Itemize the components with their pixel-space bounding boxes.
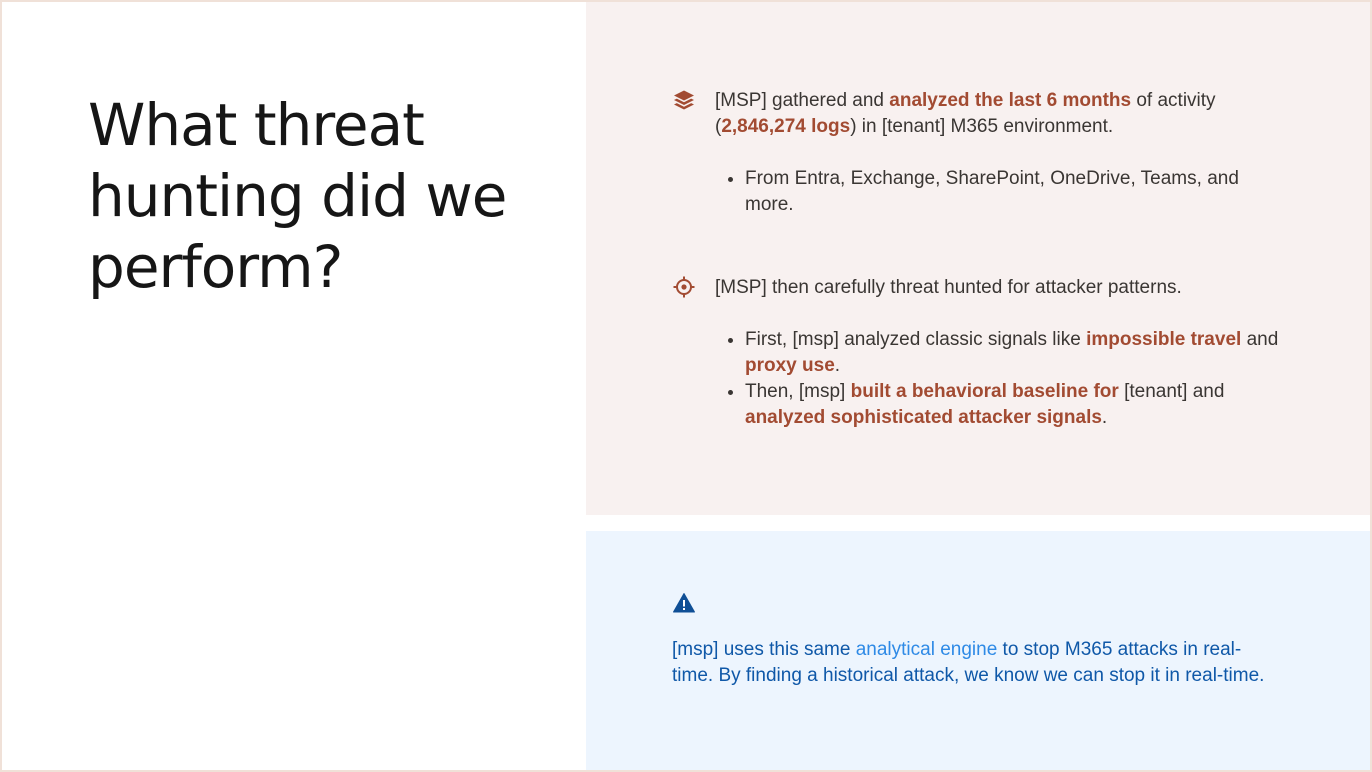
target-icon xyxy=(672,275,696,299)
list-item: • From Entra, Exchange, SharePoint, OneDrive, Teams, and more. xyxy=(745,166,1285,218)
highlight-impossible-travel: impossible travel xyxy=(1086,329,1242,350)
highlight-behavioral-baseline: built a behavioral baseline for xyxy=(850,381,1119,402)
signals-list xyxy=(715,327,1285,431)
threat-hunt-section xyxy=(672,275,1279,431)
data-gathering-text: [MSP] gathered and analyzed the last 6 months of activity (2,846,274 logs) in [tenant] M365 environment. xyxy=(715,90,1216,137)
layers-icon xyxy=(672,88,696,112)
callout-text: [msp] uses this same analytical engine to stop M365 attacks in real-time. By finding a historical attack, we know we can stop it in real-time. xyxy=(672,639,1265,686)
highlight-attacker-signals: analyzed sophisticated attacker signals xyxy=(745,407,1102,428)
callout-panel xyxy=(586,531,1372,772)
highlight-six-months: analyzed the last 6 months xyxy=(889,90,1132,111)
list-item: • First, [msp] analyzed classic signals like impossible travel and proxy use. xyxy=(745,327,1285,379)
highlight-log-count: 2,846,274 logs xyxy=(721,116,851,137)
data-gathering-section xyxy=(672,88,1272,218)
slide-title: What threat hunting did we perform? xyxy=(88,91,507,301)
threat-hunting-panel xyxy=(586,2,1372,515)
threat-hunt-text: [MSP] then carefully threat hunted for attacker patterns. xyxy=(715,277,1182,298)
list-item: • Then, [msp] built a behavioral baseline for [tenant] and analyzed sophisticated attacker signals. xyxy=(745,379,1285,431)
highlight-proxy-use: proxy use xyxy=(745,355,835,376)
warning-icon xyxy=(672,591,696,615)
highlight-analytical-engine: analytical engine xyxy=(855,639,998,660)
data-sources-list xyxy=(715,166,1285,218)
